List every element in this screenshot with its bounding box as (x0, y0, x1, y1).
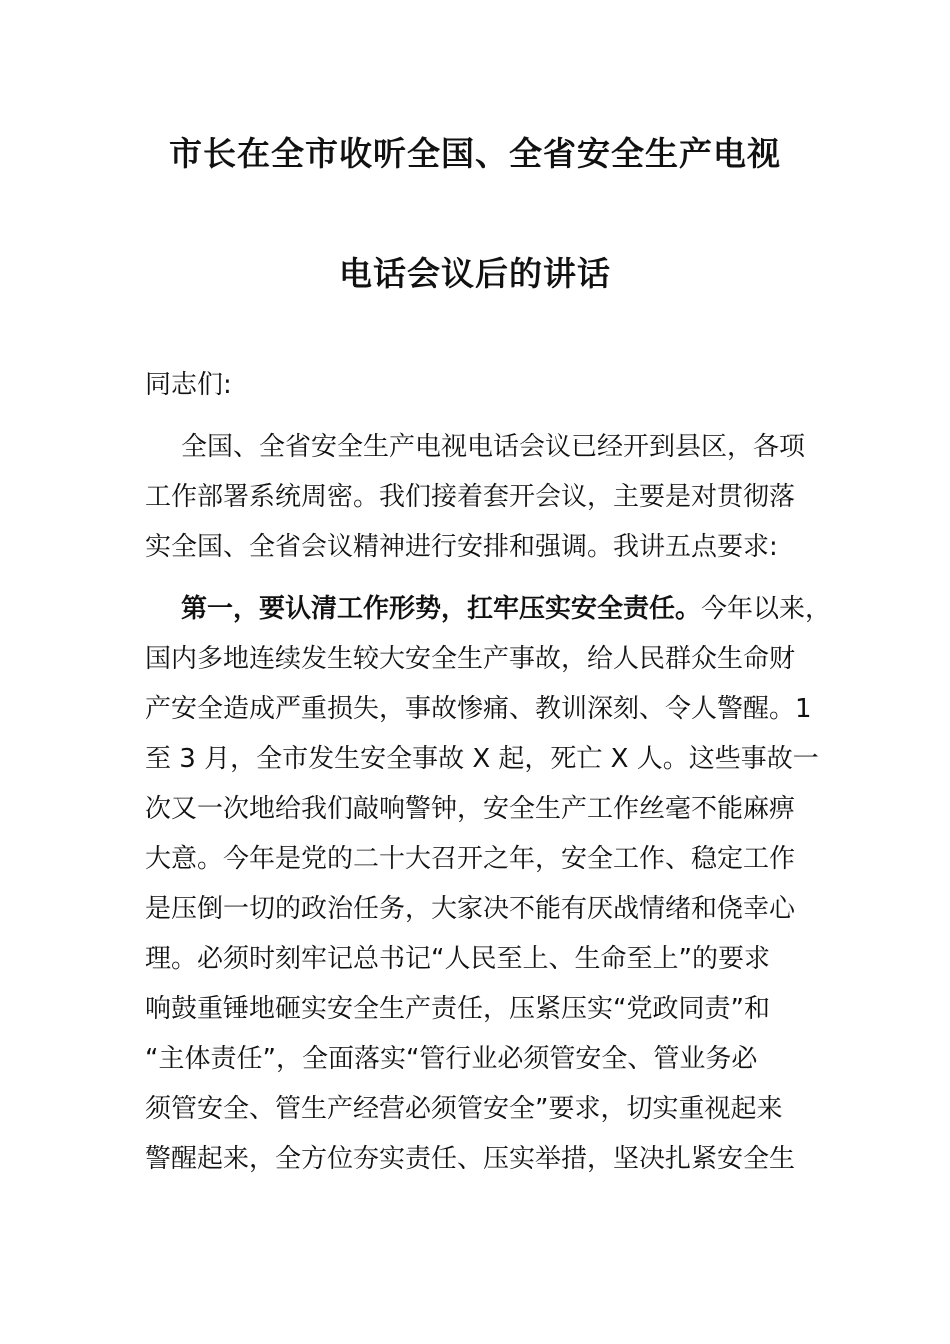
section-first-line (181, 594, 831, 624)
paragraph-line: 全国、全省安全生产电视电话会议已经开到县区，各项 (181, 432, 806, 462)
paragraph-line: 响鼓重锤地砸实安全生产责任，压紧压实“党政同责”和 (145, 994, 770, 1024)
paragraph-line: 是压倒一切的政治任务，大家决不能有厌战情绪和侥幸心 (145, 894, 796, 924)
section-heading: 第一，要认清工作形势，扛牢压实安全责任。 (181, 594, 702, 624)
paragraph-line: 工作部署系统周密。我们接着套开会议，主要是对贯彻落 (145, 482, 796, 512)
paragraph-line: 警醒起来，全方位夯实责任、压实举措，坚决扎紧安全生 (145, 1144, 796, 1174)
document-title-line-1: 市长在全市收听全国、全省安全生产电视 (169, 134, 781, 173)
paragraph-line: 理。必须时刻牢记总书记“人民至上、生命至上”的要求 (145, 944, 770, 974)
paragraph-line: 实全国、全省会议精神进行安排和强调。我讲五点要求: (145, 532, 778, 562)
paragraph-line: 次又一次地给我们敲响警钟，安全生产工作丝毫不能麻痹 (145, 794, 796, 824)
paragraph-text: 今年以来， (701, 594, 832, 624)
document-title-line-2: 电话会议后的讲话 (339, 254, 611, 293)
paragraph-line: 国内多地连续发生较大安全生产事故，给人民群众生命财 (145, 644, 796, 674)
paragraph-line: 产安全造成严重损失，事故惨痛、教训深刻、令人警醒。1 (145, 694, 812, 724)
paragraph-line: 大意。今年是党的二十大召开之年，安全工作、稳定工作 (145, 844, 796, 874)
paragraph-line: 须管安全、管生产经营必须管安全”要求，切实重视起来 (145, 1094, 783, 1124)
paragraph-line: “主体责任”，全面落实“管行业必须管安全、管业务必 (145, 1044, 758, 1074)
salutation: 同志们: (145, 370, 232, 400)
paragraph-line: 至 3 月，全市发生安全事故 X 起，死亡 X 人。这些事故一 (145, 744, 819, 774)
